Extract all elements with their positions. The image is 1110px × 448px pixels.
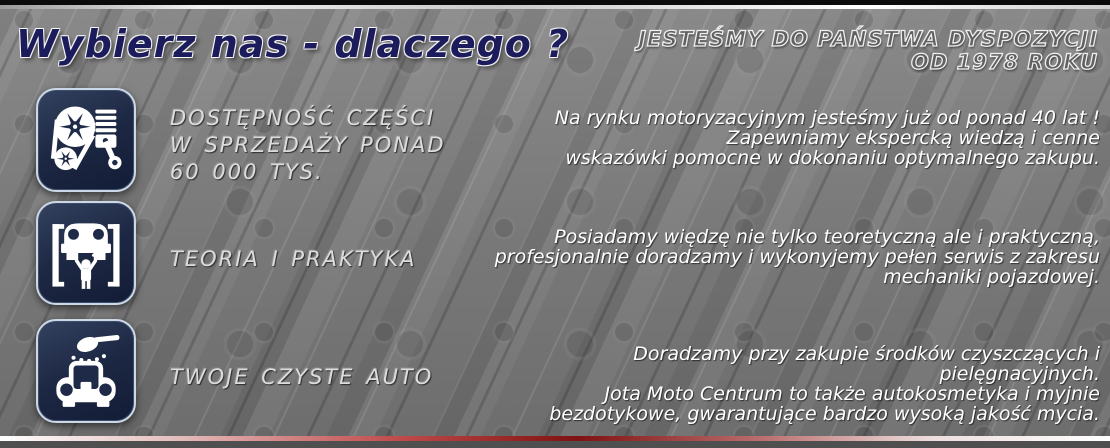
feature-label-line: DOSTĘPNOŚĆ CZĘŚCI	[170, 106, 436, 130]
tagline	[638, 28, 1098, 74]
engine-belt-piston-icon	[47, 99, 125, 181]
feature-description-service	[475, 227, 1100, 287]
description-line: mechaniki pojazdowej.	[883, 266, 1100, 288]
car-wash-icon	[47, 330, 125, 412]
description-line: Posiadamy więdzę nie tylko teoretyczną ale i praktyczną,	[554, 226, 1100, 248]
feature-tile-wash	[36, 319, 136, 423]
description-line: wskazówki pomocne w dokonaniu optymalnego zakupu.	[565, 147, 1100, 169]
description-line: Zapewniamy ekspercką wiedzą i cenne	[726, 127, 1100, 149]
tagline-line-1: JESTEŚMY DO PAŃSTWA DYSPOZYCJI	[638, 27, 1098, 51]
feature-label-service	[170, 246, 490, 273]
feature-label-line: 60 000 TYS.	[170, 160, 324, 184]
top-highlight-line	[0, 5, 1110, 9]
description-line: bezdotykowe, gwarantujące bardzo wysoką jakość mycia.	[549, 403, 1100, 425]
description-line: Doradzamy przy zakupie środków czyszczących i pielęgnacyjnych.	[633, 343, 1100, 385]
feature-description-parts	[475, 108, 1100, 168]
tagline-line-2: OD 1978 ROKU	[911, 50, 1098, 74]
feature-label-parts	[170, 105, 490, 186]
description-line: Na rynku motoryzacyjnym jesteśmy już od ponad 40 lat !	[554, 107, 1100, 129]
feature-label-line: TWOJE CZYSTE AUTO	[170, 365, 434, 389]
description-line: Jota Moto Centrum to także autokosmetyka i myjnie	[604, 383, 1100, 405]
feature-label-line: W SPRZEDAŻY PONAD	[170, 133, 446, 157]
feature-label-line: TEORIA I PRAKTYKA	[170, 247, 417, 271]
description-line: profesjonalnie doradzamy i wykonyjemy pełen serwis z zakresu	[494, 246, 1100, 268]
feature-tile-parts	[36, 88, 136, 192]
feature-label-wash	[170, 364, 490, 391]
car-lift-mechanic-icon	[47, 212, 125, 294]
feature-tile-service	[36, 201, 136, 305]
feature-description-wash	[475, 344, 1100, 424]
bottom-dark-bar	[0, 441, 1110, 448]
page-title: Wybierz nas - dlaczego ?	[16, 22, 570, 66]
